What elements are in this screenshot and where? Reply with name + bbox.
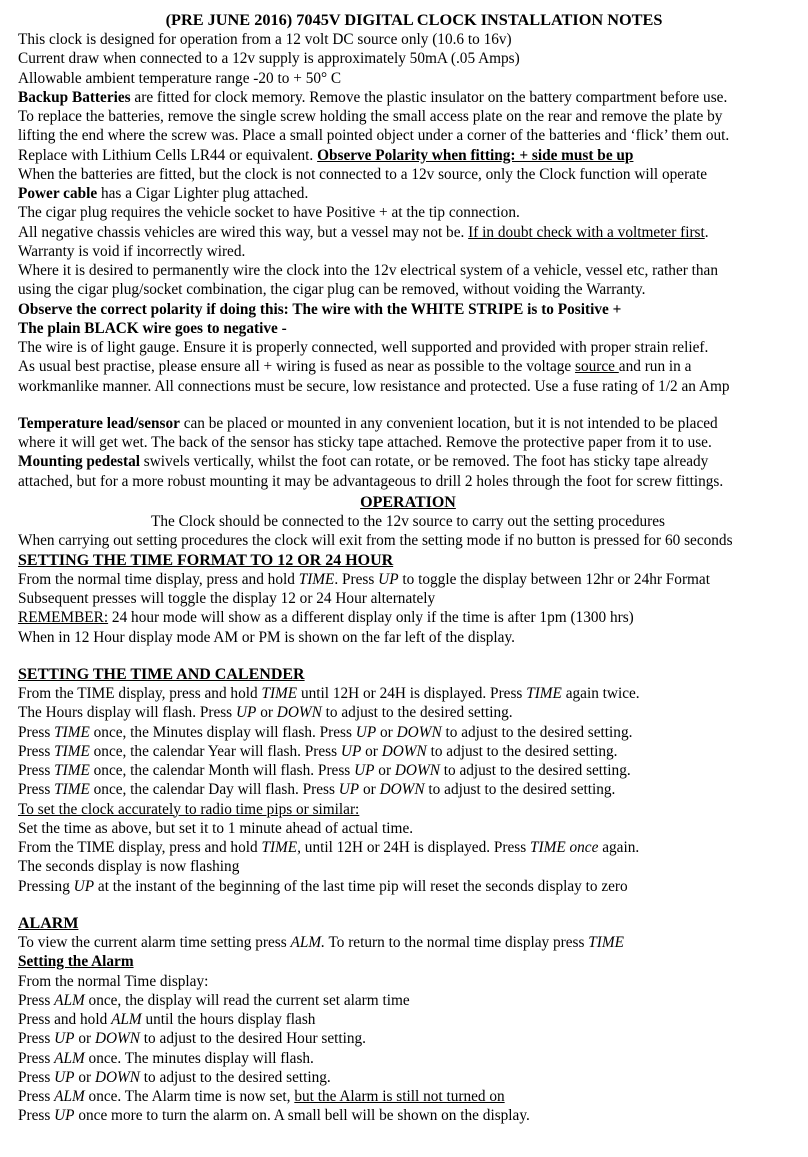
- page-title: (PRE JUNE 2016) 7045V DIGITAL CLOCK INSTALLATION NOTES: [165, 10, 663, 29]
- calendar-line-5: [18, 761, 798, 780]
- calendar-line-3: [18, 723, 798, 742]
- power-cable-text: has a Cigar Lighter plug attached.: [97, 185, 309, 202]
- power-cable-line: [18, 184, 798, 203]
- backup-batteries-text: are fitted for clock memory. Remove the plastic insulator on the battery compartment before use.: [130, 88, 728, 106]
- operation-line-2: When carrying out setting procedures the clock will exit from the setting mode if no button is pressed for 60 seconds: [18, 532, 733, 550]
- temperature-range-line: Allowable ambient temperature range -20 to + 50° C: [18, 69, 342, 87]
- calendar-text: again twice.: [561, 685, 640, 702]
- operation-line-1: The Clock should be connected to the 12v source to carry out the setting procedures: [151, 513, 665, 530]
- alarm-line-6: [18, 1049, 798, 1068]
- calendar-text: From the TIME display, press and hold: [18, 685, 262, 702]
- intro-section: [18, 30, 798, 396]
- alm-button-ref: ALM: [54, 1049, 85, 1067]
- format-line-1: [18, 570, 798, 589]
- down-button-ref: DOWN: [94, 1030, 140, 1048]
- down-button-ref: DOWN: [94, 1068, 140, 1086]
- fuse-line-1: [18, 357, 798, 376]
- temperature-sensor-line-2: where it will get wet. The back of the sensor has sticky tape attached. Remove the protective paper from it to use.: [18, 434, 712, 451]
- voltmeter-warning: If in doubt check with a voltmeter first: [468, 223, 705, 241]
- calendar-line-10: The seconds display is now flashing: [18, 858, 240, 876]
- calendar-text: The Hours display will flash. Press: [18, 704, 236, 722]
- calendar-line-2: [18, 703, 798, 722]
- backup-batteries-label: Backup Batteries: [18, 88, 131, 106]
- white-stripe-line: [18, 300, 798, 319]
- black-wire-line: [18, 319, 798, 338]
- alm-button-ref: ALM: [54, 991, 85, 1009]
- calendar-text: until 12H or 24H is displayed. Press: [300, 839, 530, 856]
- up-button-ref: UP: [378, 570, 399, 588]
- source-underlined: source: [575, 358, 619, 376]
- temperature-sensor-line-1: [18, 414, 798, 433]
- negative-chassis-line: [18, 223, 798, 242]
- alarm-text: once. The Alarm time is now set,: [84, 1088, 295, 1105]
- battery-replace-line-2: lifting the end where the screw was. Place a small pointed object under a corner of the batteries and ‘flick’ them out.: [18, 127, 730, 145]
- calendar-section: [18, 665, 798, 896]
- calendar-text: to adjust to the desired setting.: [424, 781, 616, 799]
- calendar-text: once, the calendar Month will flash. Press: [89, 762, 355, 779]
- spacer: [18, 396, 798, 414]
- alarm-text: Press: [18, 1030, 55, 1048]
- time-button-ref: TIME: [54, 781, 90, 799]
- up-button-ref: UP: [340, 742, 362, 760]
- calendar-heading: SETTING THE TIME AND CALENDER: [18, 665, 305, 683]
- alarm-subheading-line: [18, 952, 798, 971]
- remember-label: REMEMBER:: [18, 609, 109, 627]
- format-line-2: Subsequent presses will toggle the display 12 or 24 Hour alternately: [18, 590, 436, 607]
- calendar-text: once, the Minutes display will flash. Press: [89, 723, 356, 741]
- calendar-text: to adjust to the desired setting.: [441, 723, 633, 741]
- calendar-line-11: [18, 877, 798, 896]
- calendar-line-1: [18, 684, 798, 703]
- operation-section: [18, 493, 798, 551]
- alm-button-ref: ALM: [111, 1011, 142, 1028]
- alarm-section: [18, 914, 798, 1126]
- battery-replace-line-3: [18, 146, 798, 165]
- negative-chassis-text: All negative chassis vehicles are wired this way, but a vessel may not be.: [18, 223, 469, 241]
- calendar-text: Press: [18, 742, 55, 760]
- alarm-text: once more to turn the alarm on. A small bell will be shown on the display.: [74, 1107, 530, 1125]
- calendar-line-6: [18, 780, 798, 799]
- fuse-text: As usual best practise, please ensure all + wiring is fused as near as possible to the voltage: [18, 358, 576, 376]
- format-section: [18, 551, 798, 647]
- alarm-line-2: From the normal Time display:: [18, 972, 209, 990]
- calendar-text: Pressing: [18, 877, 74, 895]
- current-draw-line: Current draw when connected to a 12v supply is approximately 50mA (.05 Amps): [18, 50, 520, 68]
- alarm-text: once, the display will read the current set alarm time: [84, 991, 410, 1009]
- time-button-ref: TIME: [588, 934, 624, 951]
- up-button-ref: UP: [355, 723, 377, 741]
- alarm-heading: ALARM: [18, 914, 79, 932]
- up-button-ref: UP: [54, 1068, 75, 1086]
- calendar-text: Press: [18, 723, 55, 741]
- black-wire-text: The plain BLACK wire goes to negative -: [18, 319, 287, 337]
- mounting-pedestal-text: swivels vertically, whilst the foot can rotate, or be removed. The foot has sticky tape already: [139, 453, 709, 471]
- up-button-ref: UP: [235, 704, 257, 722]
- down-button-ref: DOWN: [394, 762, 440, 779]
- backup-batteries-line: [18, 88, 798, 107]
- alarm-text: To return to the normal time display press: [324, 934, 589, 951]
- alarm-line-7: [18, 1068, 798, 1087]
- temperature-sensor-text: can be placed or mounted in any convenient location, but it is not intended to be placed: [179, 414, 718, 432]
- alm-button-ref: ALM.: [290, 934, 325, 951]
- calendar-text: to adjust to the desired setting.: [439, 762, 631, 779]
- alarm-text: or: [74, 1068, 95, 1086]
- calendar-text: at the instant of the beginning of the last time pip will reset the seconds display to zero: [94, 877, 628, 895]
- alarm-text: to adjust to the desired setting.: [139, 1068, 331, 1086]
- polarity-warning: Observe Polarity when fitting: + side must be up: [317, 146, 634, 164]
- calendar-text: or: [256, 704, 277, 722]
- calendar-text: once, the calendar Day will flash. Press: [89, 781, 339, 799]
- down-button-ref: DOWN: [381, 742, 427, 760]
- mounting-pedestal-line-2: attached, but for a more robust mounting it may be advantageous to drill 2 holes through the foot for screw fittings.: [18, 472, 724, 490]
- alarm-line-1: [18, 933, 798, 952]
- calendar-text: until 12H or 24H is displayed. Press: [297, 685, 527, 702]
- time-button-ref: TIME: [54, 742, 90, 760]
- temperature-sensor-label: Temperature lead/sensor: [18, 414, 180, 432]
- alarm-text: Press: [18, 1107, 55, 1125]
- battery-replace-line-1: To replace the batteries, remove the single screw holding the small access plate on the rear and remove the plate by: [18, 108, 723, 125]
- alarm-not-on-warning: but the Alarm is still not turned on: [294, 1088, 505, 1105]
- cigar-plug-line: The cigar plug requires the vehicle socket to have Positive + at the tip connection.: [18, 204, 520, 222]
- time-button-ref: TIME: [298, 570, 335, 588]
- calendar-text: again.: [598, 839, 640, 856]
- format-heading: SETTING THE TIME FORMAT TO 12 OR 24 HOUR: [18, 551, 394, 569]
- up-button-ref: UP: [73, 877, 95, 895]
- alarm-text: Press: [18, 1068, 55, 1086]
- setting-alarm-subheading: Setting the Alarm: [18, 953, 134, 971]
- up-button-ref: UP: [54, 1030, 75, 1048]
- alarm-text: Press and hold: [18, 1011, 112, 1028]
- alarm-text: Press: [18, 1049, 55, 1067]
- alarm-text: To view the current alarm time setting press: [18, 934, 291, 951]
- alarm-text: Press: [18, 991, 55, 1009]
- time-once-ref: TIME once: [530, 839, 599, 856]
- time-button-ref: TIME: [54, 762, 90, 779]
- supply-voltage-line: This clock is designed for operation from a 12 volt DC source only (10.6 to 16v): [18, 31, 512, 48]
- format-text: . Press: [334, 570, 379, 588]
- alarm-line-5: [18, 1029, 798, 1048]
- up-button-ref: UP: [54, 1107, 75, 1125]
- calendar-line-7: [18, 800, 798, 819]
- alm-button-ref: ALM: [54, 1088, 85, 1105]
- mounting-pedestal-line-1: [18, 452, 798, 471]
- down-button-ref: DOWN: [396, 723, 442, 741]
- calendar-text: or: [361, 742, 382, 760]
- voltmeter-period: .: [704, 223, 709, 241]
- alarm-text: Press: [18, 1088, 55, 1105]
- alarm-line-4: [18, 1010, 798, 1029]
- spacer: [18, 647, 798, 665]
- fuse-line-2: workmanlike manner. All connections must be secure, low resistance and protected. Use a fuse rating of 1/2 an Amp: [18, 377, 730, 395]
- time-button-ref: TIME: [526, 685, 562, 702]
- sensor-section: [18, 414, 798, 491]
- format-text: 24 hour mode will show as a different display only if the time is after 1pm (1300 hrs): [108, 609, 634, 627]
- calendar-text: to adjust to the desired setting.: [321, 704, 513, 722]
- format-text: to toggle the display between 12hr or 24hr Format: [398, 570, 710, 588]
- time-button-ref: TIME: [261, 685, 298, 702]
- down-button-ref: DOWN: [379, 781, 425, 799]
- alarm-line-9: [18, 1106, 798, 1125]
- calendar-text: From the TIME display, press and hold: [18, 839, 262, 856]
- operation-heading: OPERATION: [360, 493, 456, 511]
- spacer: [18, 896, 798, 914]
- calendar-text: or: [374, 762, 395, 779]
- battery-clock-function-line: When the batteries are fitted, but the clock is not connected to a 12v source, only the Clock function will operate: [18, 165, 707, 183]
- alarm-line-8: [18, 1087, 798, 1106]
- alarm-text: or: [74, 1030, 95, 1048]
- permanent-wire-line-1: Where it is desired to permanently wire the clock into the 12v electrical system of a vehicle, vessel etc, rather than: [18, 262, 718, 279]
- calendar-line-4: [18, 742, 798, 761]
- calendar-text: or: [376, 723, 397, 741]
- battery-type-text: Replace with Lithium Cells LR44 or equivalent.: [18, 146, 318, 164]
- format-line-4: When in 12 Hour display mode AM or PM is shown on the far left of the display.: [18, 628, 515, 646]
- time-button-ref: TIME: [54, 723, 90, 741]
- calendar-line-9: [18, 838, 798, 857]
- calendar-text: once, the calendar Year will flash. Press: [89, 742, 341, 760]
- calendar-text: Press: [18, 762, 55, 779]
- fuse-text-end: and run in a: [618, 358, 692, 376]
- calendar-text: or: [359, 781, 380, 799]
- calendar-text: Press: [18, 781, 55, 799]
- alarm-text: until the hours display flash: [141, 1011, 316, 1028]
- time-button-ref: TIME,: [261, 839, 301, 856]
- format-line-3: [18, 608, 798, 627]
- document-page: [18, 10, 798, 1126]
- down-button-ref: DOWN: [276, 704, 322, 722]
- up-button-ref: UP: [354, 762, 375, 779]
- power-cable-label: Power cable: [18, 185, 98, 202]
- up-button-ref: UP: [338, 781, 360, 799]
- format-text: From the normal time display, press and hold: [18, 570, 299, 588]
- radio-pips-subheading: To set the clock accurately to radio time pips or similar:: [18, 800, 360, 818]
- mounting-pedestal-label: Mounting pedestal: [18, 453, 140, 471]
- white-stripe-text: Observe the correct polarity if doing this: The wire with the WHITE STRIPE is to Positive +: [18, 300, 622, 318]
- calendar-line-8: Set the time as above, but set it to 1 minute ahead of actual time.: [18, 819, 414, 837]
- alarm-text: to adjust to the desired Hour setting.: [139, 1030, 367, 1048]
- alarm-text: once. The minutes display will flash.: [84, 1049, 314, 1067]
- calendar-text: to adjust to the desired setting.: [426, 742, 618, 760]
- wire-gauge-line: The wire is of light gauge. Ensure it is properly connected, well supported and provided with proper strain relief.: [18, 339, 709, 356]
- alarm-line-3: [18, 991, 798, 1010]
- warranty-line: Warranty is void if incorrectly wired.: [18, 242, 246, 260]
- permanent-wire-line-2: using the cigar plug/socket combination, the cigar plug can be removed, without voiding the Warranty.: [18, 281, 646, 299]
